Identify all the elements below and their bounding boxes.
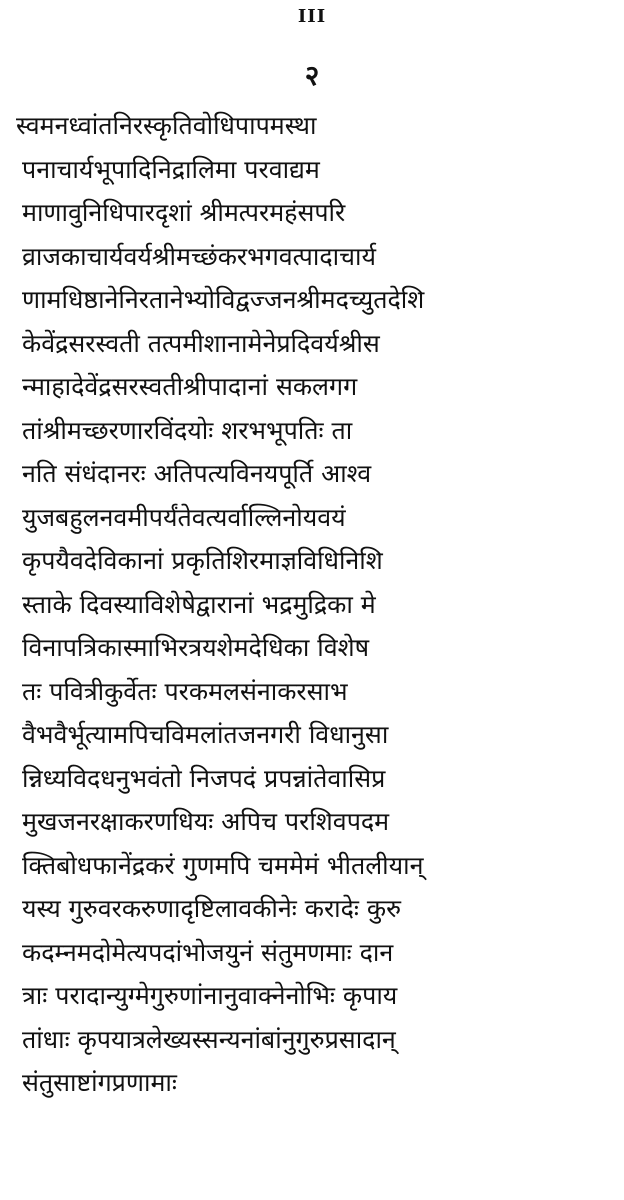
page-number: III: [297, 6, 327, 27]
text-line: विनापत्रिकास्माभिरत्रयशेमदेधिका विशेष: [22, 633, 370, 662]
text-line: वैभवैर्भूत्यामपिचविमलांतजनगरी विधानुसा: [22, 720, 389, 749]
text-line: कदम्नमदोमेत्यपदांभोजयुनं संतुमणमाः दान: [22, 937, 394, 967]
text-line: नति संधंदानरः अतिपत्यविनयपूर्ति आश्व: [22, 459, 372, 488]
text-line: तांश्रीमच्छरणारविंदयोः शरभभूपतिः ता: [22, 415, 353, 445]
text-line: स्ताके दिवस्याविशेषेद्वारानां भद्रमुद्रिका मे: [22, 589, 376, 619]
text-line: युजबहुलनवमीपर्यंतेवत्यर्वाल्लिनोयवयं: [22, 502, 346, 532]
text-line: न्निध्यविदधनुभवंतो निजपदं प्रपन्नांतेवासिप्र: [22, 763, 386, 793]
text-line: माणावुनिधिपारदृशां श्रीमत्परमहंसपरि: [22, 198, 346, 227]
text-line: न्माहादेवेंद्रसरस्वतीश्रीपादानां सकलगग: [22, 372, 358, 401]
text-line: मुखजनरक्षाकरणधियः अपिच परशिवपदम: [22, 807, 390, 836]
text-line: कृपयैवदेविकानां प्रकृतिशिरमाज्ञविधिनिशि: [22, 546, 383, 575]
section-number: २: [304, 59, 320, 92]
text-line: स्वमनध्वांतनिरस्कृतिवोधिपापमस्था: [16, 111, 317, 140]
text-line: तः पवित्रीकुर्वेतः परकमलसंनाकरसाभ: [22, 676, 348, 706]
text-line: णामधिष्ठानेनिरतानेभ्योविद्वज्जनश्रीमदच्युतदेशि: [22, 285, 425, 314]
text-line: त्राः परादान्युग्मेगुरुणांनानुवाक्नेनोभिः कृपाय: [22, 981, 398, 1010]
text-line: क्तिबोधफानेंद्रकरं गुणमपि चममेमं भीतलीयान्: [22, 850, 424, 880]
text-line: तांधाः कृपयात्रलेख्यस्सन्यनांबांनुगुरुप्रसादान्: [22, 1024, 396, 1054]
text-line: केवेंद्रसरस्वती तत्पमीशानामेनेप्रदिवर्यश्रीस: [22, 328, 380, 358]
text-line: यस्य गुरुवरकरुणादृष्टिलावकीनेः करादेः कुरु: [22, 894, 402, 923]
body-text: [16, 104, 608, 1105]
text-line: संतुसाष्टांगप्रणामाः: [22, 1068, 177, 1097]
text-line: पनाचार्यभूपादिनिद्रालिमा परवाद्यम: [22, 154, 320, 184]
text-line: व्राजकाचार्यवर्यश्रीमच्छंकरभगवत्पादाचार्य: [22, 241, 376, 271]
